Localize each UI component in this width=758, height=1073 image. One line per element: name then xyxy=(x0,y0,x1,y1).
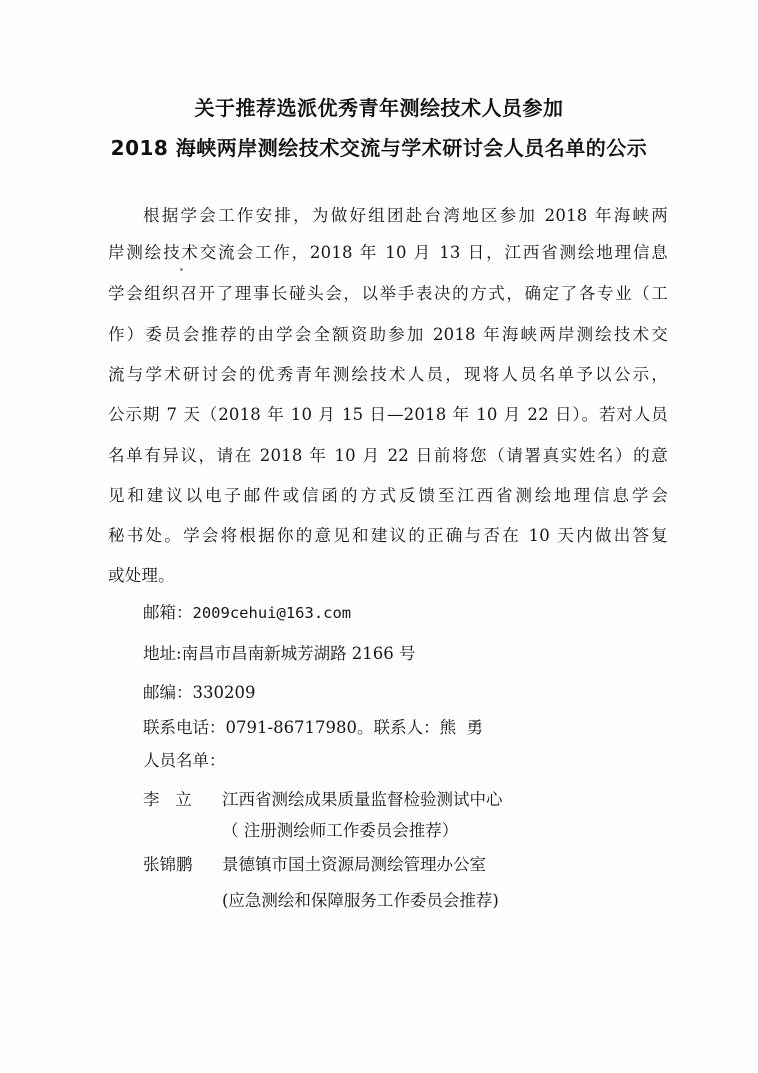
email-label: 邮箱： xyxy=(143,603,193,622)
body-paragraph-line: 公示期 7 天（2018 年 10 月 15 日—2018 年 10 月 22 日）。若对人员 xyxy=(108,405,668,424)
body-paragraph-line: 根据学会工作安排，为做好组团赴台湾地区参加 2018 年海峡两 xyxy=(143,206,668,225)
scan-speck xyxy=(180,268,183,271)
phone-line xyxy=(143,716,483,740)
person-recommended-by: (应急测绘和保障服务工作委员会推荐) xyxy=(222,891,499,910)
person-name: 张锦鹏 xyxy=(143,855,193,874)
document-title-line-2: 2018 海峡两岸测绘技术交流与学术研讨会人员名单的公示 xyxy=(110,136,648,160)
email-address: 2009cehui@163.com xyxy=(192,604,352,622)
contact-person-label: 联系人： xyxy=(373,718,440,737)
person-recommended-by: （ 注册测绘师工作委员会推荐） xyxy=(222,821,459,840)
postcode-label: 邮编： xyxy=(143,683,193,702)
body-paragraph-line: 作）委员会推荐的由学会全额资助参加 2018 年海峡两岸测绘技术交 xyxy=(108,325,668,344)
person-organization: 景德镇市国土资源局测绘管理办公室 xyxy=(222,855,486,874)
list-heading: 人员名单： xyxy=(143,751,226,770)
body-paragraph-line: 秘书处。学会将根据你的意见和建议的正确与否在 10 天内做出答复 xyxy=(108,526,668,545)
address-value: 南昌市昌南新城芳湖路 2166 号 xyxy=(181,644,416,663)
email-line xyxy=(143,601,351,625)
contact-person-value: 熊 勇 xyxy=(439,718,484,737)
address-label: 地址: xyxy=(143,644,182,663)
postcode-value: 330209 xyxy=(192,683,256,702)
body-paragraph-line: 见和建议以电子邮件或信函的方式反馈至江西省测绘地理信息学会 xyxy=(108,486,668,505)
body-paragraph-line: 岸测绘技术交流会工作，2018 年 10 月 13 日，江西省测绘地理信息 xyxy=(108,243,668,262)
person-organization: 江西省测绘成果质量监督检验测试中心 xyxy=(222,790,503,809)
person-name: 李 立 xyxy=(143,790,192,809)
phone-value: 0791-86717980。 xyxy=(225,718,374,737)
document-title-line-1: 关于推荐选派优秀青年测绘技术人员参加 xyxy=(194,96,564,120)
postcode-line xyxy=(143,681,256,705)
body-paragraph-line: 流与学术研讨会的优秀青年测绘技术人员，现将人员名单予以公示， xyxy=(108,365,668,384)
phone-label: 联系电话： xyxy=(143,718,226,737)
body-paragraph-line: 或处理。 xyxy=(108,566,175,585)
address-line xyxy=(143,642,416,666)
body-paragraph-line: 学会组织召开了理事长碰头会，以举手表决的方式，确定了各专业（工 xyxy=(108,284,668,303)
body-paragraph-line: 名单有异议，请在 2018 年 10 月 22 日前将您（请署真实姓名）的意 xyxy=(108,446,668,465)
